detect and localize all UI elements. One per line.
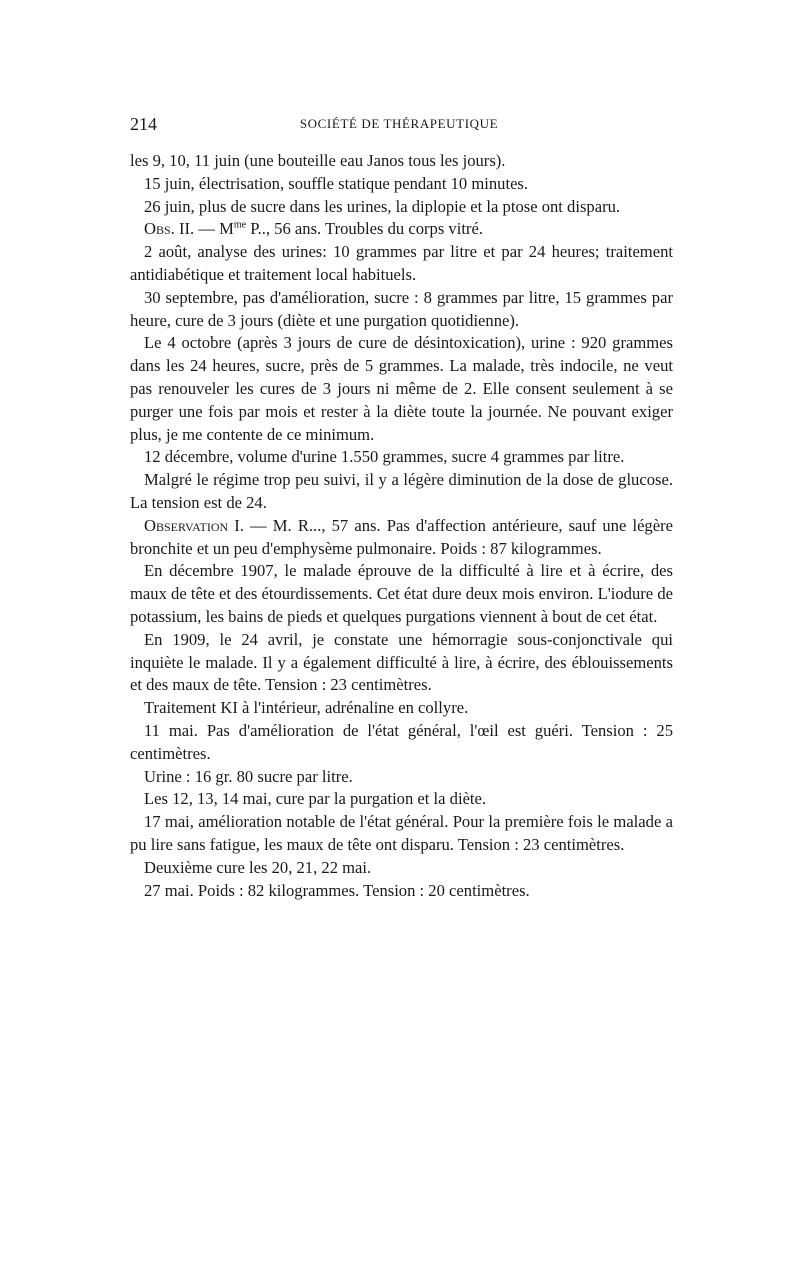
paragraph: Deuxième cure les 20, 21, 22 mai. (144, 857, 372, 877)
document-body (130, 150, 673, 902)
paragraph: Obs. II. — $M^{me}$ P.., 56 ans. Troubles du corps vitré. (144, 219, 483, 239)
paragraph: Observation I. — M. R..., 57 ans. Pas d'affection antérieure, sauf une légère bronchite et un peu d'emphysème pulmonaire. Poids : 87 kilogrammes. (130, 515, 673, 558)
page-header (130, 114, 668, 136)
paragraph: les 9, 10, 11 juin (une bouteille eau Janos tous les jours). (130, 151, 506, 170)
paragraph: 15 juin, électrisation, souffle statique pendant 10 minutes. (144, 173, 529, 193)
page-number: 214 (130, 114, 157, 134)
paragraph: Malgré le régime trop peu suivi, il y a légère diminution de la dose de glucose. La tension est de 24. (130, 470, 673, 512)
paragraph: Les 12, 13, 14 mai, cure par la purgation et la diète. (144, 789, 487, 809)
paragraph: 2 août, analyse des urines: 10 grammes par litre et par 24 heures; traitement antidiabétique et traitement local habituels. (130, 242, 673, 284)
paragraph: 27 mai. Poids : 82 kilogrammes. Tension : 20 centimètres. (144, 880, 530, 900)
paragraph: Traitement KI à l'intérieur, adrénaline en collyre. (144, 698, 469, 718)
paragraph: Le 4 octobre (après 3 jours de cure de désintoxication), urine : 920 grammes dans les 24 heures, sucre, près de 5 grammes. La malade, très indocile, ne veut pas renouveler les cures de 3 jours ni même de 2. Elle consent seulement à se purger une fois par mois et rester à la diète toute la journée. Ne pouvant exiger plus, je me contente de ce minimum. (130, 333, 673, 444)
observation-label: Obs. II. (144, 219, 195, 239)
observation-label: Observation I. (144, 515, 244, 535)
paragraph: En 1909, le 24 avril, je constate une hémorragie sous-conjonctivale qui inquiète le malade. Il y a également difficulté à lire, à écrire, des éblouissements et des maux de tête. Tension : 23 centimètres. (130, 629, 673, 695)
paragraph: 17 mai, amélioration notable de l'état général. Pour la première fois le malade a pu lire sans fatigue, les maux de tête ont disparu. Tension : 23 centimètres. (130, 812, 673, 854)
paragraph: 11 mai. Pas d'amélioration de l'état général, l'œil est guéri. Tension : 25 centimètres. (130, 720, 673, 763)
paragraph: En décembre 1907, le malade éprouve de la difficulté à lire et à écrire, des maux de tête et des étourdissements. Cet état dure deux mois environ. L'iodure de potassium, les bains de pieds et quelques purgations viennent à bout de cet état. (130, 561, 673, 626)
paragraph: Urine : 16 gr. 80 sucre par litre. (144, 766, 353, 786)
running-head: SOCIÉTÉ DE THÉRAPEUTIQUE (299, 116, 499, 131)
paragraph: 26 juin, plus de sucre dans les urines, la diplopie et la ptose ont disparu. (144, 196, 621, 216)
paragraph: 12 décembre, volume d'urine 1.550 grammes, sucre 4 grammes par litre. (144, 447, 625, 467)
paragraph: 30 septembre, pas d'amélioration, sucre : 8 grammes par litre, 15 grammes par heure, cure de 3 jours (diète et une purgation quotidienne). (130, 287, 673, 330)
